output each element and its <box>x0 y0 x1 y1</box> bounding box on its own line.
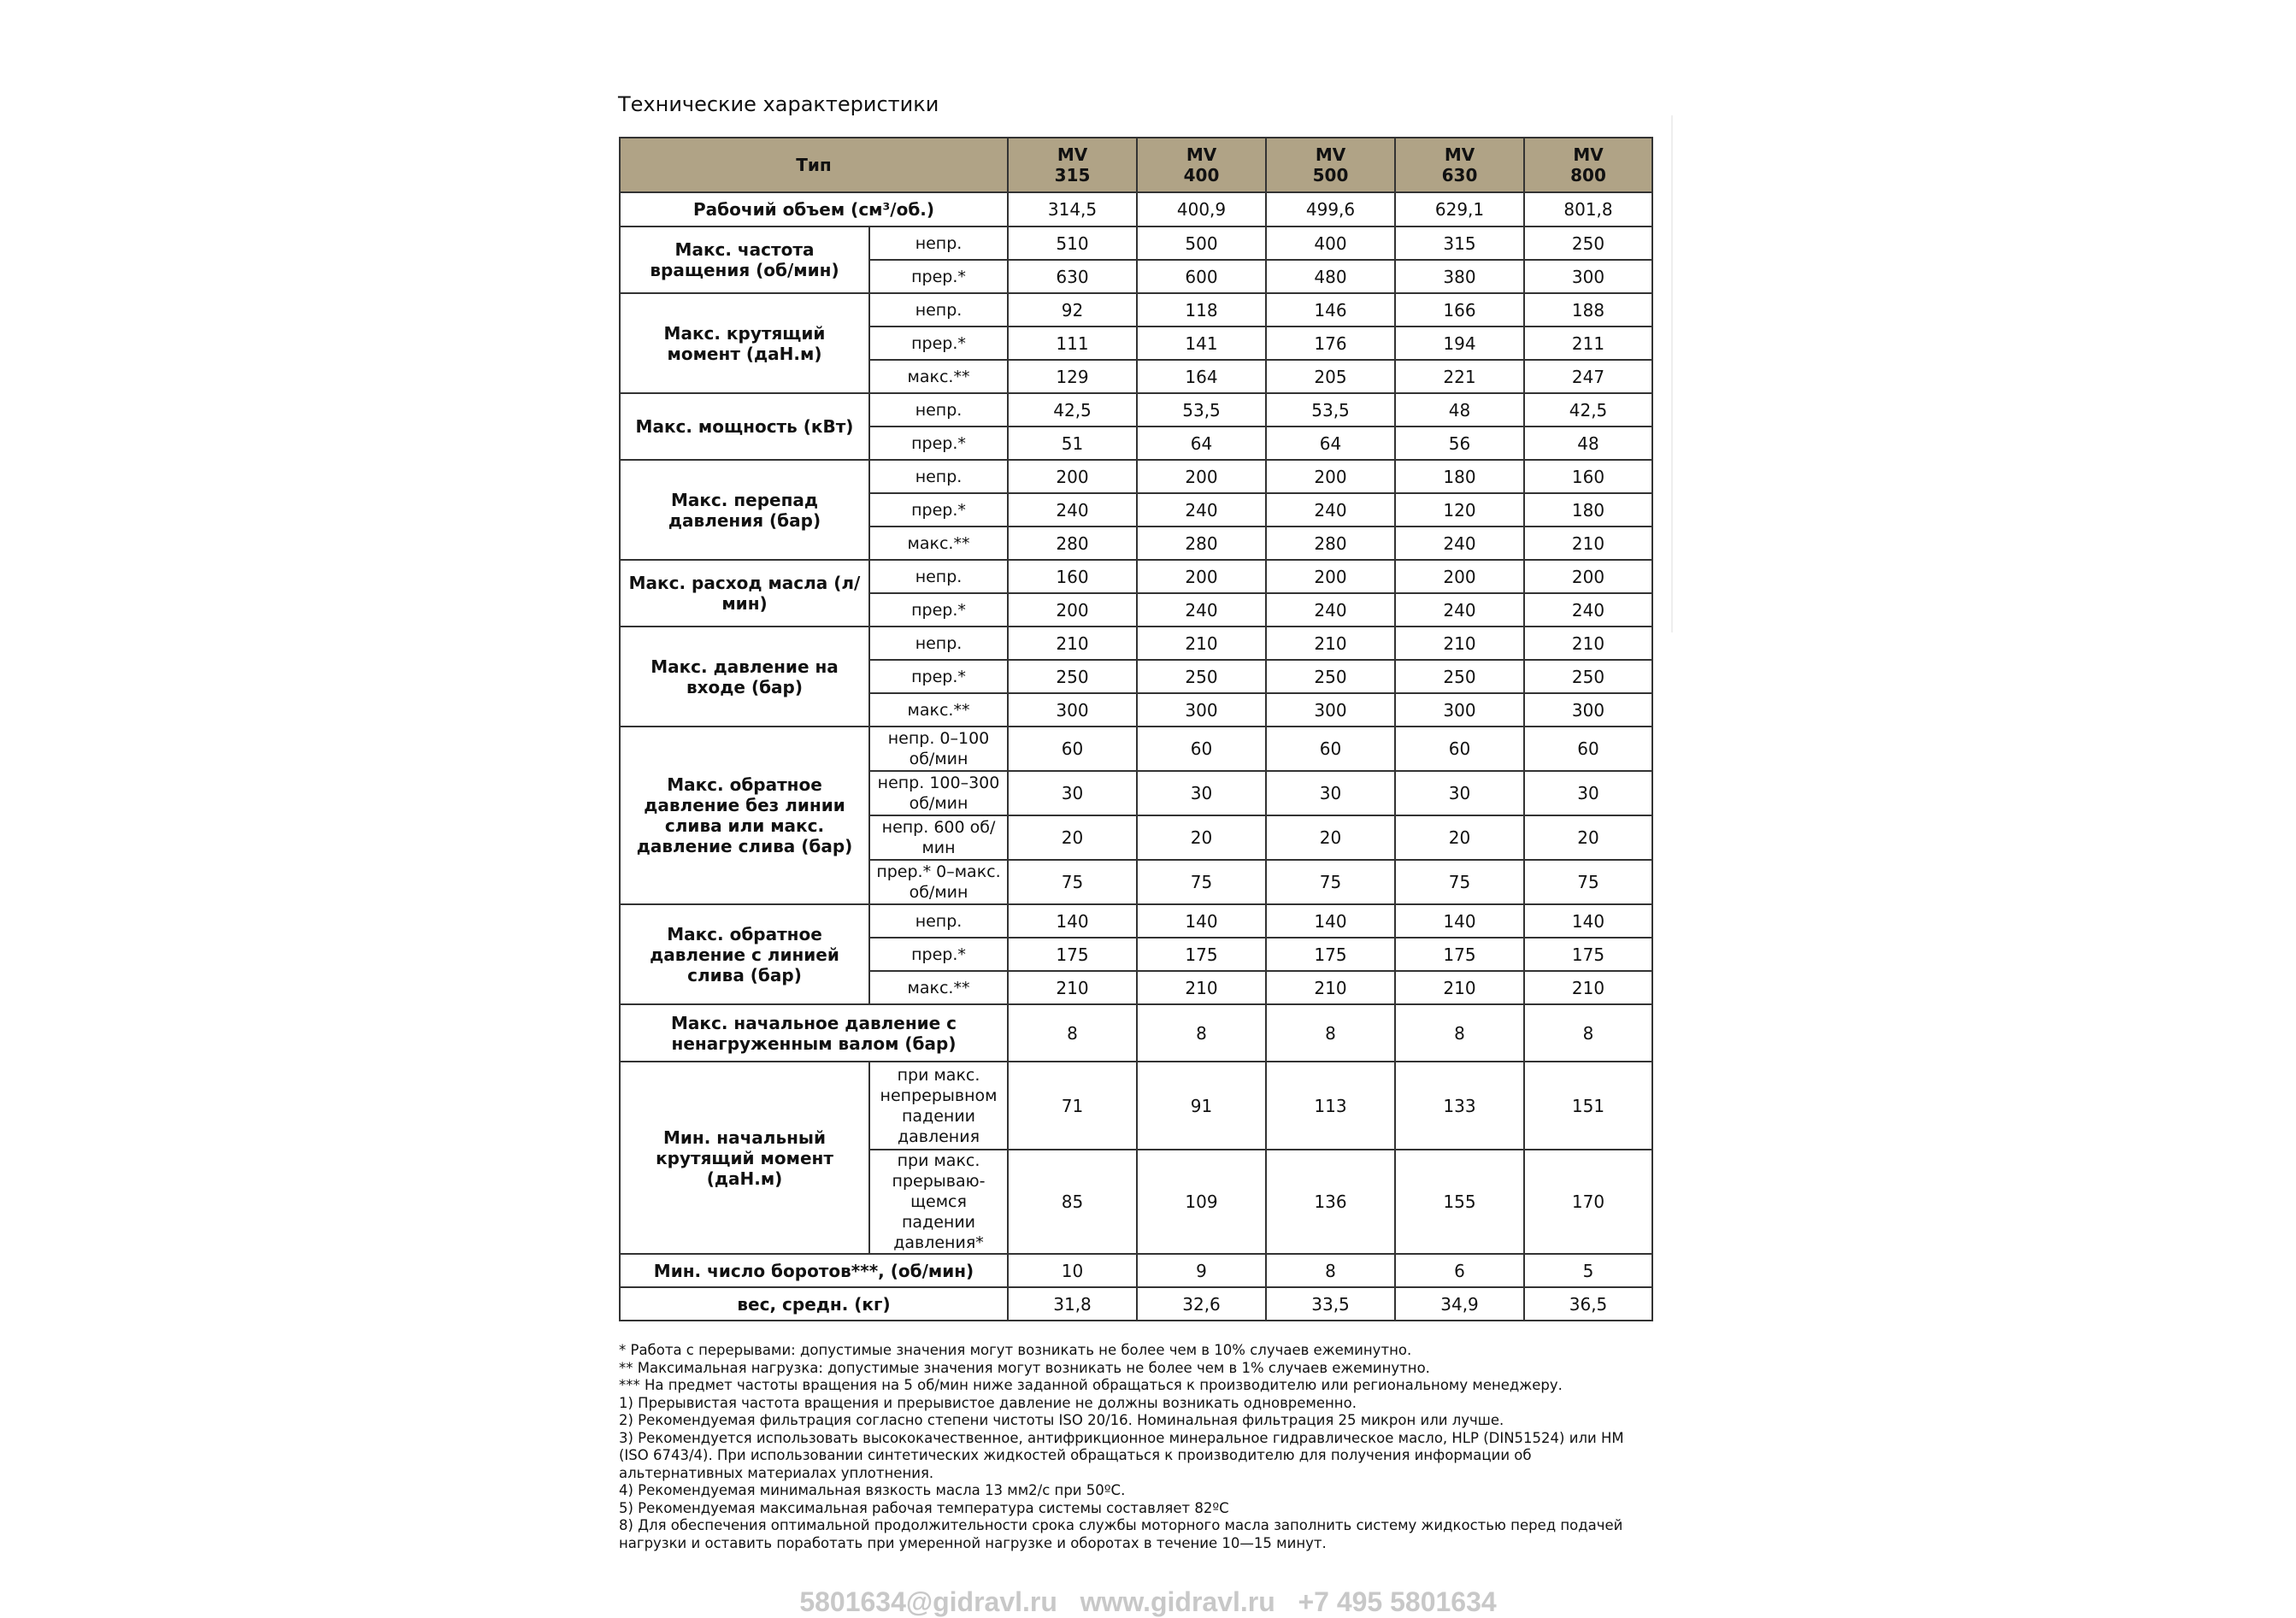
value-cell: 91 <box>1137 1062 1266 1150</box>
value-cell: 141 <box>1137 327 1266 360</box>
value-cell: 250 <box>1266 660 1395 693</box>
value-cell: 314,5 <box>1008 192 1137 227</box>
spec-table <box>619 137 1653 1321</box>
footnote: 8) Для обеспечения оптимальной продолжительности срока службы моторного масла заполнить систему жидкостью перед подачей нагрузки и оставить поработать при умеренной нагрузке и оборотах в течение 10—15 минут. <box>619 1517 1623 1551</box>
value-cell: 240 <box>1266 493 1395 527</box>
table-row <box>620 293 1652 327</box>
condition-label: прер.* <box>869 938 1008 971</box>
type-header: Тип <box>620 138 1008 192</box>
value-cell: 600 <box>1137 260 1266 293</box>
condition-label: прер.* <box>869 593 1008 627</box>
value-cell: 176 <box>1266 327 1395 360</box>
page-edge-rule <box>1671 115 1673 632</box>
value-cell: 240 <box>1524 593 1652 627</box>
param-label: Макс. начальное давление с ненагруженным валом (бар) <box>620 1004 1008 1062</box>
model-header: MV 315 <box>1008 138 1137 192</box>
value-cell: 180 <box>1395 460 1524 493</box>
value-cell: 129 <box>1008 360 1137 393</box>
table-row <box>620 227 1652 260</box>
value-cell: 280 <box>1137 527 1266 560</box>
condition-label: непр. <box>869 460 1008 493</box>
value-cell: 250 <box>1008 660 1137 693</box>
value-cell: 53,5 <box>1137 393 1266 427</box>
model-header: MV 630 <box>1395 138 1524 192</box>
value-cell: 400,9 <box>1137 192 1266 227</box>
contact-phone[interactable]: +7 495 5801634 <box>1298 1586 1497 1617</box>
value-cell: 510 <box>1008 227 1137 260</box>
value-cell: 240 <box>1395 593 1524 627</box>
value-cell: 133 <box>1395 1062 1524 1150</box>
value-cell: 315 <box>1395 227 1524 260</box>
value-cell: 175 <box>1008 938 1137 971</box>
condition-label: при макс. прерываю-щемся падении давления* <box>869 1150 1008 1254</box>
value-cell: 75 <box>1137 860 1266 904</box>
param-label: Макс. перепад давления (бар) <box>620 460 869 560</box>
value-cell: 210 <box>1524 527 1652 560</box>
param-label: Рабочий объем (см³/об.) <box>620 192 1008 227</box>
footnote: ** Максимальная нагрузка: допустимые значения могут возникать не более чем в 1% случаев ежеминутно. <box>619 1359 1430 1376</box>
page-title: Технические характеристики <box>618 92 939 116</box>
value-cell: 380 <box>1395 260 1524 293</box>
value-cell: 175 <box>1395 938 1524 971</box>
value-cell: 92 <box>1008 293 1137 327</box>
value-cell: 210 <box>1008 971 1137 1004</box>
value-cell: 175 <box>1524 938 1652 971</box>
param-label: Макс. мощность (кВт) <box>620 393 869 460</box>
condition-label: непр. 600 об/мин <box>869 815 1008 860</box>
value-cell: 240 <box>1266 593 1395 627</box>
value-cell: 250 <box>1524 227 1652 260</box>
value-cell: 56 <box>1395 427 1524 460</box>
param-label: Мин. число боротов***, (об/мин) <box>620 1254 1008 1287</box>
value-cell: 200 <box>1008 460 1137 493</box>
table-row <box>620 192 1652 227</box>
condition-label: прер.* <box>869 427 1008 460</box>
value-cell: 188 <box>1524 293 1652 327</box>
contact-email[interactable]: 5801634@gidravl.ru <box>799 1586 1057 1617</box>
value-cell: 200 <box>1395 560 1524 593</box>
value-cell: 194 <box>1395 327 1524 360</box>
value-cell: 5 <box>1524 1254 1652 1287</box>
value-cell: 10 <box>1008 1254 1137 1287</box>
value-cell: 42,5 <box>1008 393 1137 427</box>
table-row <box>620 904 1652 938</box>
value-cell: 120 <box>1395 493 1524 527</box>
value-cell: 499,6 <box>1266 192 1395 227</box>
value-cell: 210 <box>1137 627 1266 660</box>
condition-label: непр. <box>869 627 1008 660</box>
value-cell: 630 <box>1008 260 1137 293</box>
value-cell: 151 <box>1524 1062 1652 1150</box>
param-label: Макс. расход масла (л/мин) <box>620 560 869 627</box>
value-cell: 247 <box>1524 360 1652 393</box>
footnotes <box>619 1342 1653 1552</box>
value-cell: 8 <box>1137 1004 1266 1062</box>
value-cell: 210 <box>1266 627 1395 660</box>
value-cell: 8 <box>1008 1004 1137 1062</box>
condition-label: прер.* <box>869 660 1008 693</box>
table-row <box>620 1287 1652 1321</box>
value-cell: 200 <box>1137 460 1266 493</box>
value-cell: 170 <box>1524 1150 1652 1254</box>
value-cell: 75 <box>1395 860 1524 904</box>
condition-label: прер.* <box>869 493 1008 527</box>
condition-label: непр. 100–300 об/мин <box>869 771 1008 815</box>
value-cell: 166 <box>1395 293 1524 327</box>
table-row <box>620 627 1652 660</box>
value-cell: 30 <box>1395 771 1524 815</box>
value-cell: 300 <box>1137 693 1266 727</box>
condition-label: макс.** <box>869 527 1008 560</box>
value-cell: 210 <box>1524 627 1652 660</box>
value-cell: 210 <box>1266 971 1395 1004</box>
contact-site[interactable]: www.gidravl.ru <box>1080 1586 1275 1617</box>
value-cell: 30 <box>1524 771 1652 815</box>
condition-label: непр. <box>869 904 1008 938</box>
model-header: MV 400 <box>1137 138 1266 192</box>
footnote: 4) Рекомендуемая минимальная вязкость масла 13 мм2/с при 50ºС. <box>619 1482 1126 1498</box>
table-row <box>620 727 1652 771</box>
value-cell: 200 <box>1008 593 1137 627</box>
value-cell: 53,5 <box>1266 393 1395 427</box>
value-cell: 9 <box>1137 1254 1266 1287</box>
value-cell: 801,8 <box>1524 192 1652 227</box>
value-cell: 60 <box>1395 727 1524 771</box>
footer-contacts <box>0 1586 2296 1618</box>
value-cell: 75 <box>1266 860 1395 904</box>
value-cell: 210 <box>1524 971 1652 1004</box>
table-row <box>620 560 1652 593</box>
param-label: Макс. обратное давление с линией слива (бар) <box>620 904 869 1004</box>
condition-label: прер.* <box>869 327 1008 360</box>
value-cell: 140 <box>1266 904 1395 938</box>
value-cell: 8 <box>1266 1004 1395 1062</box>
condition-label: макс.** <box>869 693 1008 727</box>
footnote: * Работа с перерывами: допустимые значения могут возникать не более чем в 10% случаев ежеминутно. <box>619 1342 1412 1358</box>
value-cell: 60 <box>1266 727 1395 771</box>
value-cell: 300 <box>1524 260 1652 293</box>
value-cell: 140 <box>1395 904 1524 938</box>
value-cell: 175 <box>1266 938 1395 971</box>
value-cell: 111 <box>1008 327 1137 360</box>
condition-label: непр. 0–100 об/мин <box>869 727 1008 771</box>
value-cell: 211 <box>1524 327 1652 360</box>
condition-label: непр. <box>869 293 1008 327</box>
value-cell: 75 <box>1008 860 1137 904</box>
value-cell: 140 <box>1524 904 1652 938</box>
value-cell: 300 <box>1395 693 1524 727</box>
condition-label: макс.** <box>869 971 1008 1004</box>
value-cell: 8 <box>1395 1004 1524 1062</box>
condition-label: прер.* <box>869 260 1008 293</box>
value-cell: 250 <box>1137 660 1266 693</box>
value-cell: 113 <box>1266 1062 1395 1150</box>
value-cell: 175 <box>1137 938 1266 971</box>
value-cell: 210 <box>1008 627 1137 660</box>
value-cell: 210 <box>1395 971 1524 1004</box>
value-cell: 8 <box>1266 1254 1395 1287</box>
value-cell: 280 <box>1266 527 1395 560</box>
condition-label: непр. <box>869 560 1008 593</box>
value-cell: 300 <box>1524 693 1652 727</box>
value-cell: 240 <box>1137 593 1266 627</box>
value-cell: 200 <box>1524 560 1652 593</box>
value-cell: 146 <box>1266 293 1395 327</box>
param-label: Макс. крутящий момент (даН.м) <box>620 293 869 393</box>
condition-label: прер.* 0–макс. об/мин <box>869 860 1008 904</box>
value-cell: 164 <box>1137 360 1266 393</box>
value-cell: 118 <box>1137 293 1266 327</box>
condition-label: непр. <box>869 393 1008 427</box>
value-cell: 155 <box>1395 1150 1524 1254</box>
value-cell: 71 <box>1008 1062 1137 1150</box>
value-cell: 60 <box>1008 727 1137 771</box>
value-cell: 300 <box>1008 693 1137 727</box>
value-cell: 240 <box>1008 493 1137 527</box>
value-cell: 64 <box>1266 427 1395 460</box>
value-cell: 75 <box>1524 860 1652 904</box>
param-label: Макс. давление на входе (бар) <box>620 627 869 727</box>
table-row <box>620 1062 1652 1150</box>
value-cell: 60 <box>1137 727 1266 771</box>
value-cell: 20 <box>1008 815 1137 860</box>
value-cell: 109 <box>1137 1150 1266 1254</box>
footnote: 2) Рекомендуемая фильтрация согласно степени чистоты ISO 20/16. Номинальная фильтрация 25 микрон или лучше. <box>619 1412 1504 1428</box>
model-header: MV 800 <box>1524 138 1652 192</box>
value-cell: 240 <box>1137 493 1266 527</box>
value-cell: 30 <box>1266 771 1395 815</box>
table-header-row <box>620 138 1652 192</box>
value-cell: 629,1 <box>1395 192 1524 227</box>
value-cell: 210 <box>1137 971 1266 1004</box>
value-cell: 30 <box>1008 771 1137 815</box>
value-cell: 500 <box>1137 227 1266 260</box>
value-cell: 6 <box>1395 1254 1524 1287</box>
table-row <box>620 460 1652 493</box>
footnote: 1) Прерывистая частота вращения и прерывистое давление не должны возникать одновременно. <box>619 1394 1357 1411</box>
table-row <box>620 1254 1652 1287</box>
value-cell: 48 <box>1395 393 1524 427</box>
value-cell: 200 <box>1137 560 1266 593</box>
value-cell: 36,5 <box>1524 1287 1652 1321</box>
value-cell: 51 <box>1008 427 1137 460</box>
value-cell: 400 <box>1266 227 1395 260</box>
value-cell: 280 <box>1008 527 1137 560</box>
value-cell: 160 <box>1008 560 1137 593</box>
value-cell: 20 <box>1524 815 1652 860</box>
value-cell: 64 <box>1137 427 1266 460</box>
value-cell: 8 <box>1524 1004 1652 1062</box>
value-cell: 300 <box>1266 693 1395 727</box>
value-cell: 140 <box>1008 904 1137 938</box>
value-cell: 180 <box>1524 493 1652 527</box>
value-cell: 33,5 <box>1266 1287 1395 1321</box>
value-cell: 60 <box>1524 727 1652 771</box>
value-cell: 250 <box>1395 660 1524 693</box>
value-cell: 34,9 <box>1395 1287 1524 1321</box>
footnote: *** На предмет частоты вращения на 5 об/мин ниже заданной обращаться к производителю или региональному менеджеру. <box>619 1377 1563 1393</box>
condition-label: при макс. непрерывном падении давления <box>869 1062 1008 1150</box>
value-cell: 240 <box>1395 527 1524 560</box>
value-cell: 48 <box>1524 427 1652 460</box>
value-cell: 210 <box>1395 627 1524 660</box>
value-cell: 140 <box>1137 904 1266 938</box>
value-cell: 160 <box>1524 460 1652 493</box>
value-cell: 30 <box>1137 771 1266 815</box>
param-label: Макс. частота вращения (об/мин) <box>620 227 869 293</box>
footnote: 5) Рекомендуемая максимальная рабочая температура системы составляет 82ºС <box>619 1499 1229 1516</box>
value-cell: 200 <box>1266 460 1395 493</box>
table-row <box>620 1004 1652 1062</box>
value-cell: 221 <box>1395 360 1524 393</box>
value-cell: 20 <box>1137 815 1266 860</box>
value-cell: 205 <box>1266 360 1395 393</box>
model-header: MV 500 <box>1266 138 1395 192</box>
footnote: 3) Рекомендуется использовать высококачественное, антифрикционное минеральное гидравлическое масло, HLP (DIN51524) или HM (ISO 6743/4). При использовании синтетических жидкостей обращаться к производителю для получения информации об альтернативных материалах уплотнения. <box>619 1429 1624 1481</box>
param-label: вес, средн. (кг) <box>620 1287 1008 1321</box>
value-cell: 20 <box>1395 815 1524 860</box>
value-cell: 136 <box>1266 1150 1395 1254</box>
value-cell: 32,6 <box>1137 1287 1266 1321</box>
condition-label: непр. <box>869 227 1008 260</box>
value-cell: 42,5 <box>1524 393 1652 427</box>
param-label: Мин. начальный крутящий момент (даН.м) <box>620 1062 869 1254</box>
value-cell: 480 <box>1266 260 1395 293</box>
value-cell: 31,8 <box>1008 1287 1137 1321</box>
value-cell: 250 <box>1524 660 1652 693</box>
table-row <box>620 393 1652 427</box>
condition-label: макс.** <box>869 360 1008 393</box>
param-label: Макс. обратное давление без линии слива или макс. давление слива (бар) <box>620 727 869 904</box>
value-cell: 200 <box>1266 560 1395 593</box>
value-cell: 85 <box>1008 1150 1137 1254</box>
value-cell: 20 <box>1266 815 1395 860</box>
